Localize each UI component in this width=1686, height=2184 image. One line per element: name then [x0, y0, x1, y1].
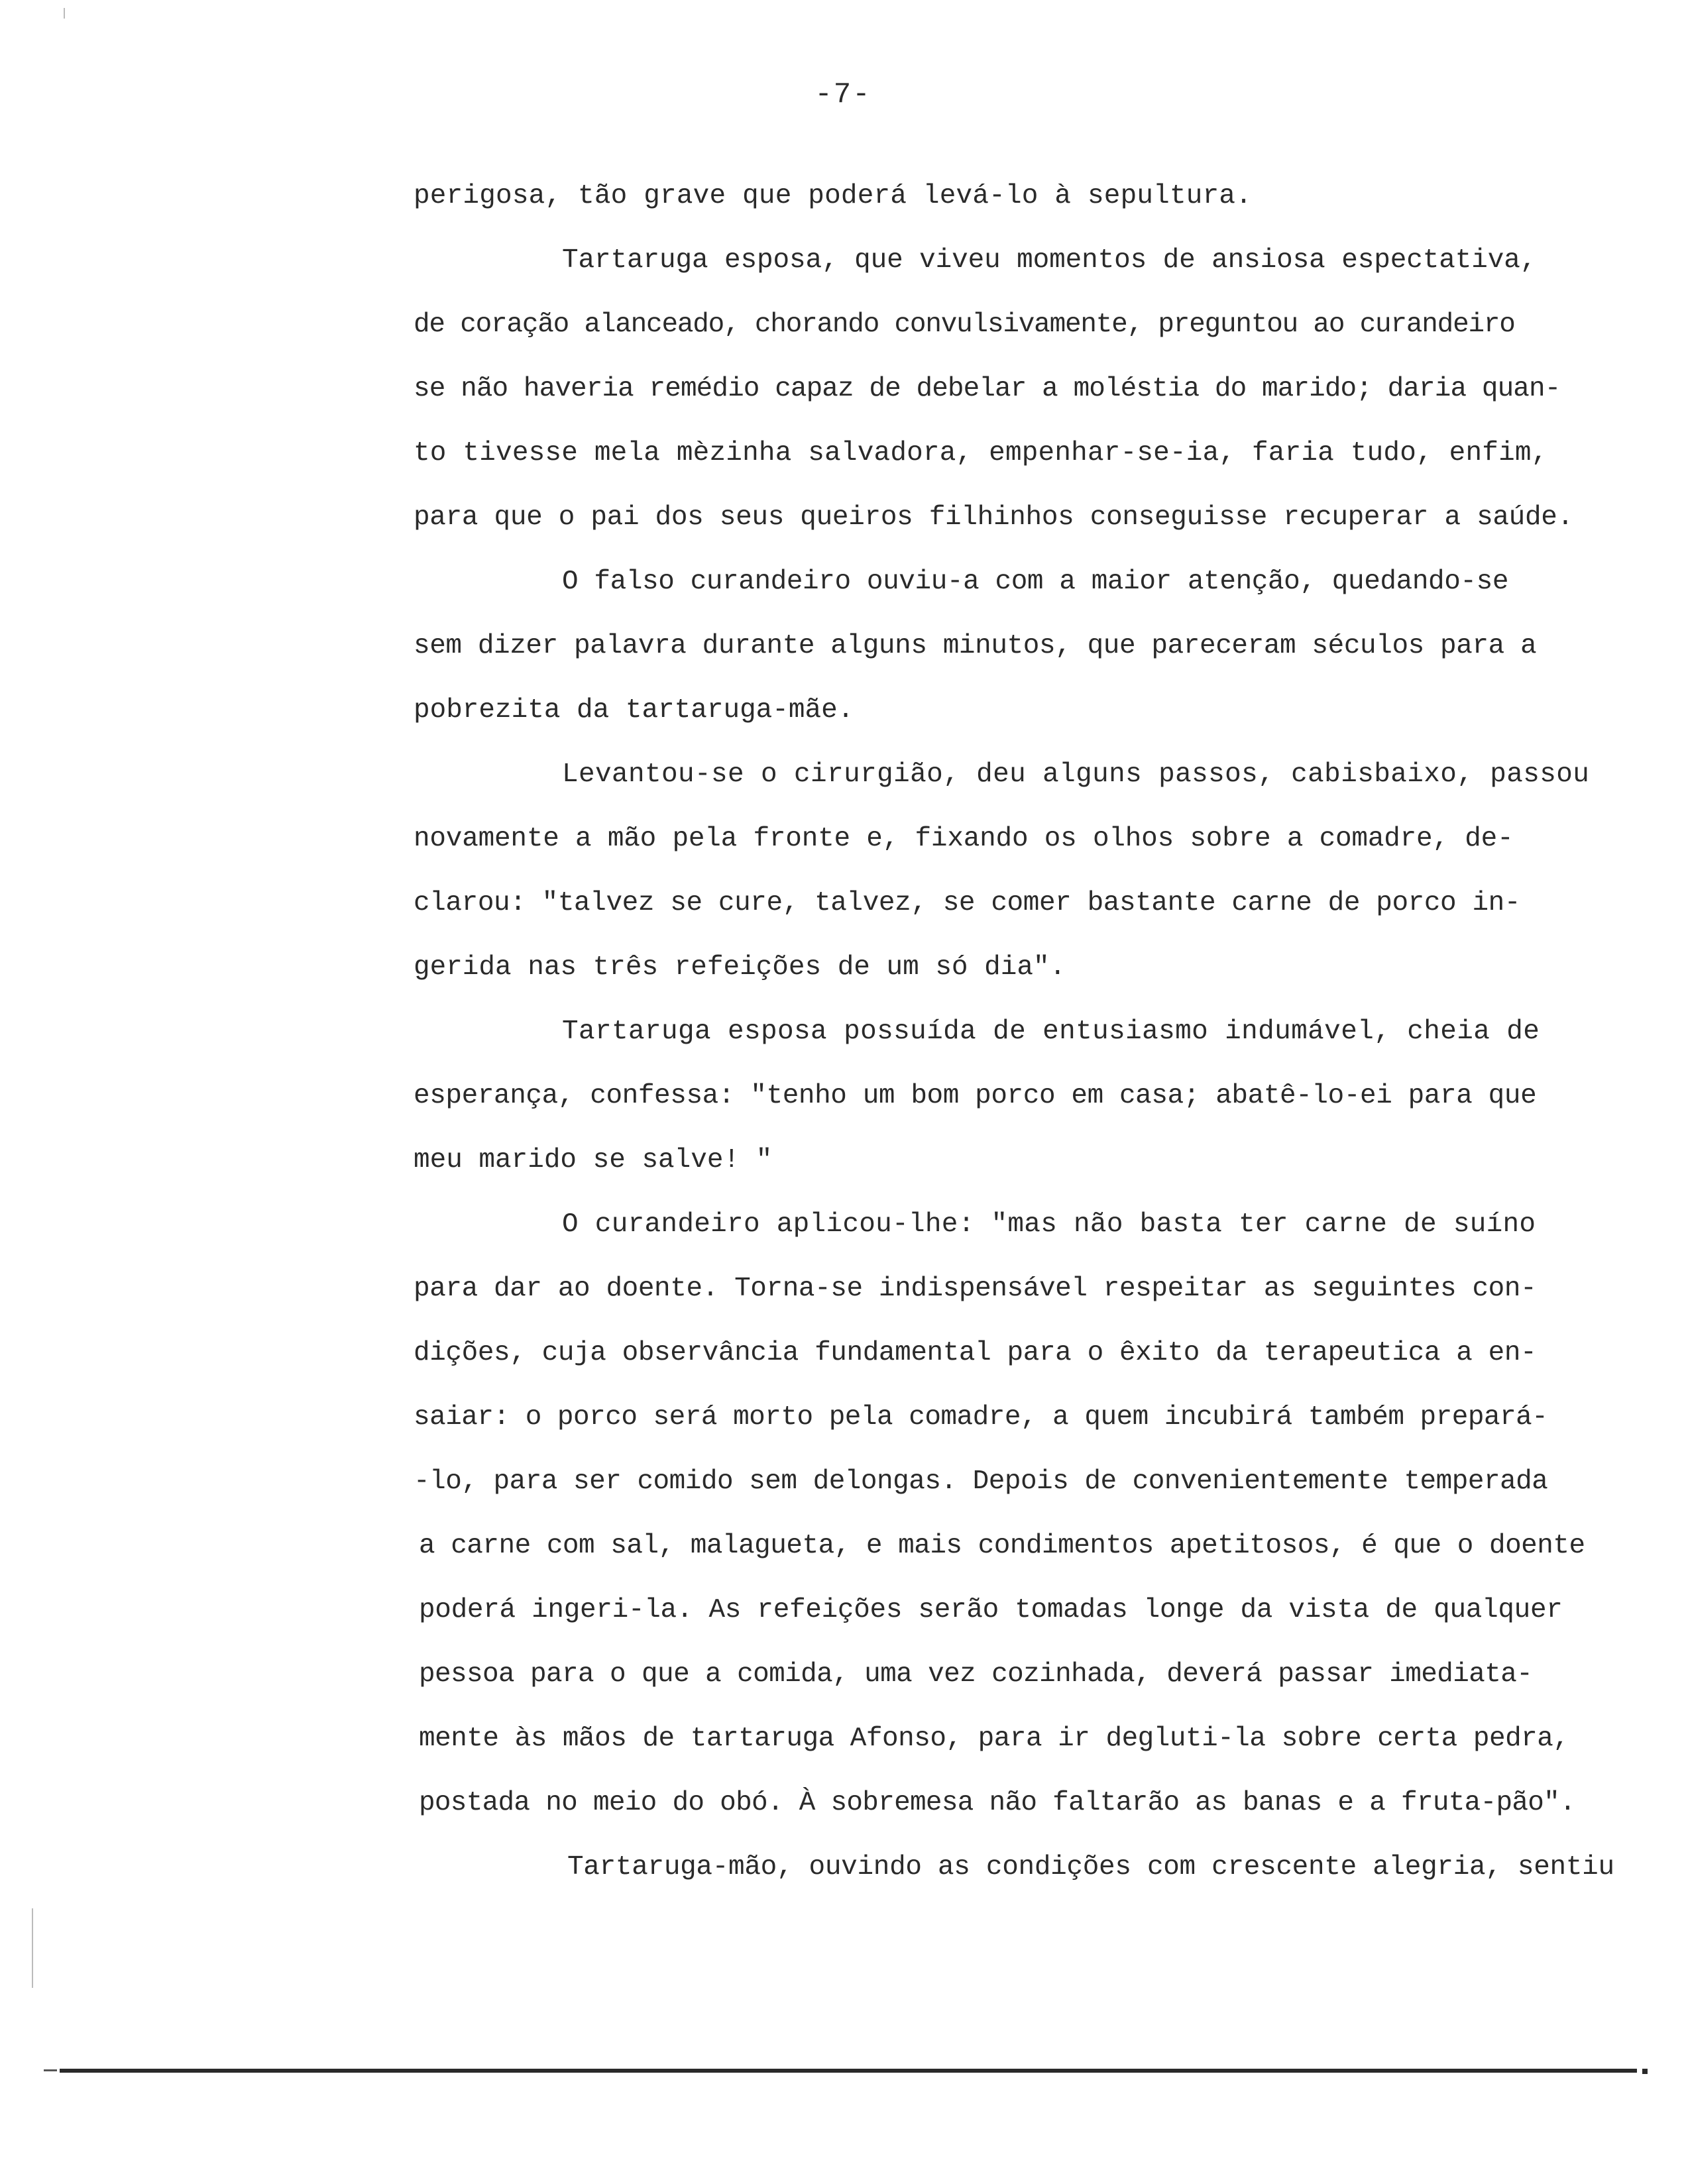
- text-line: poderá ingeri-la. As refeições serão tomadas longe da vista de qualquer: [419, 1595, 1563, 1625]
- text-line: Tartaruga-mão, ouvindo as condições com crescente alegria, sentiu: [567, 1852, 1614, 1883]
- footer-rule: [60, 2069, 1637, 2073]
- margin-scan-mark: [32, 1908, 33, 1988]
- margin-scan-mark: [64, 8, 65, 19]
- text-line: se não haveria remédio capaz de debelar a moléstia do marido; daria quan-: [414, 374, 1561, 404]
- text-line: postada no meio do obó. À sobremesa não faltarão as banas e a fruta-pão".: [419, 1788, 1575, 1818]
- text-line: para que o pai dos seus queiros filhinhos conseguisse recuperar a saúde.: [414, 502, 1573, 533]
- footer-rule-dash: [44, 2069, 57, 2071]
- text-line: pessoa para o que a comida, uma vez cozinhada, deverá passar imediata-: [419, 1659, 1533, 1690]
- text-line: dições, cuja observância fundamental para o êxito da terapeutica a en-: [414, 1338, 1537, 1368]
- text-line: to tivesse mela mèzinha salvadora, empenhar-se-ia, faria tudo, enfim,: [414, 438, 1548, 468]
- text-line: pobrezita da tartaruga-mãe.: [414, 695, 854, 726]
- text-line: perigosa, tão grave que poderá levá-lo à sepultura.: [414, 181, 1253, 211]
- text-line: meu marido se salve! ": [414, 1145, 773, 1175]
- text-line: Levantou-se o cirurgião, deu alguns passos, cabisbaixo, passou: [562, 759, 1590, 790]
- text-line: esperança, confessa: "tenho um bom porco em casa; abatê-lo-ei para que: [414, 1081, 1537, 1111]
- text-line: -lo, para ser comido sem delongas. Depois de convenientemente temperada: [414, 1466, 1548, 1497]
- text-line: Tartaruga esposa, que viveu momentos de ansiosa espectativa,: [562, 245, 1537, 276]
- text-line: O falso curandeiro ouviu-a com a maior atenção, quedando-se: [562, 567, 1509, 597]
- text-line: a carne com sal, malagueta, e mais condimentos apetitosos, é que o doente: [419, 1531, 1585, 1561]
- text-line: sem dizer palavra durante alguns minutos, que pareceram séculos para a: [414, 631, 1537, 661]
- text-line: saiar: o porco será morto pela comadre, a quem incubirá também prepará-: [414, 1402, 1548, 1433]
- footer-rule-end-mark: [1642, 2069, 1648, 2074]
- text-line: Tartaruga esposa possuída de entusiasmo indumável, cheia de: [562, 1016, 1540, 1047]
- text-line: para dar ao doente. Torna-se indispensável respeitar as seguintes con-: [414, 1274, 1537, 1304]
- text-line: de coração alanceado, chorando convulsivamente, preguntou ao curandeiro: [414, 309, 1515, 340]
- text-line: novamente a mão pela fronte e, fixando os olhos sobre a comadre, de-: [414, 824, 1514, 854]
- text-line: O curandeiro aplicou-lhe: "mas não basta ter carne de suíno: [562, 1209, 1536, 1240]
- text-line: gerida nas três refeições de um só dia".: [414, 952, 1066, 983]
- page-number: -7-: [815, 78, 871, 111]
- text-line: mente às mãos de tartaruga Afonso, para ir degluti-la sobre certa pedra,: [419, 1723, 1569, 1754]
- text-line: clarou: "talvez se cure, talvez, se comer bastante carne de porco in-: [414, 888, 1521, 918]
